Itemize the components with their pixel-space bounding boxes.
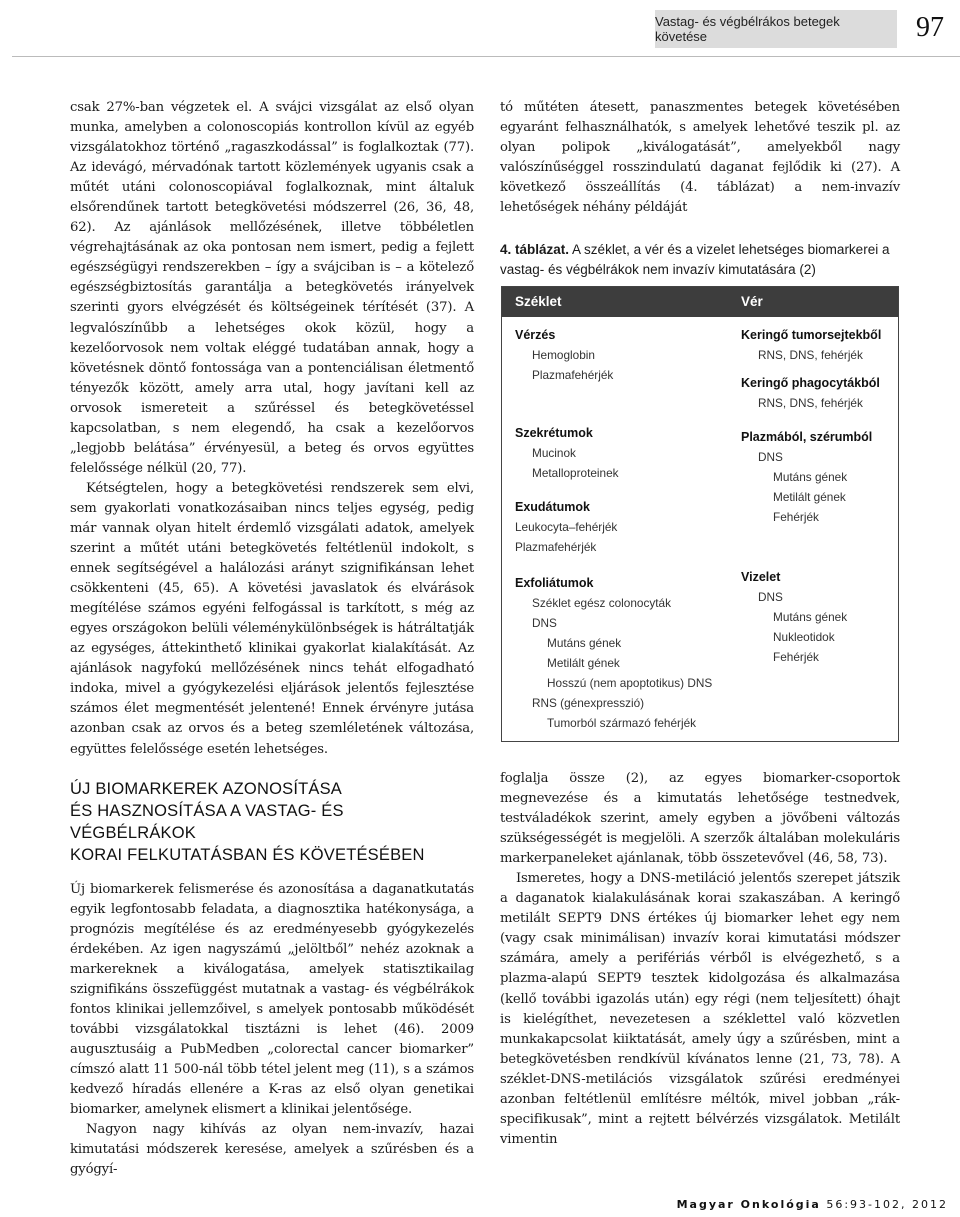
table-item: Tumorból származó fehérjék (547, 716, 697, 730)
table-item: Plazmafehérjék (532, 368, 614, 382)
table-group-title: Keringő phagocytákból (741, 376, 880, 390)
left-paragraph-2: Kétségtelen, hogy a betegkövetési rendszerek sem elvi, sem gyakorlati vonatkozásaiban nincs teljes egység, pedig már vannak olyan hitelt érdemlő vizsgálati adatok, amelyek szerint a műtét utáni betegkövetés feltétlenül indokolt, s ennek segítségével a halálozási arányt szignifikánsan lehet csökkenteni (45, 65). A követési javaslatok és elvárások megítélése számos egyéni felfogással is tarkított, s még az egyes országokon belüli véleménykülönbségek is hátráltatják az egységes, áttekinthető klinikai gyakorlat kialakítását. Az ajánlások nagyfokú mellőzésének nincs tehát elfogadható indoka, mivel a gyógykezelési eljárások jelentős fejlesztése számos élet megmentését jelentené! Ennek érvényre jutása azonban csak az orvos és a beteg szemléletének változása, együttes felelőssége esetén lehetséges. (70, 480, 474, 757)
table-group-title: Szekrétumok (515, 426, 593, 440)
running-title-text: Vastag- és végbélrákos betegek követése (655, 14, 840, 44)
table-header-szeklet: Széklet (515, 294, 562, 309)
table-group (741, 427, 896, 527)
journal-name: Magyar Onkológia (676, 1198, 821, 1211)
right-column-top (500, 98, 900, 294)
table-item: Mutáns gének (773, 610, 848, 624)
table-item: Hemoglobin (532, 348, 595, 362)
table-item: RNS (génexpresszió) (532, 696, 645, 710)
table-column-ver (741, 325, 896, 681)
table-group (515, 573, 730, 733)
table-item: Nukleotidok (773, 630, 835, 644)
table-item: Metilált gének (547, 656, 620, 670)
table-item: RNS, DNS, fehérjék (758, 348, 863, 362)
running-title (655, 10, 897, 48)
journal-footer (677, 1198, 948, 1211)
table-group-title: Vérzés (515, 328, 556, 342)
table-item: Fehérjék (773, 650, 819, 664)
table-item: DNS (758, 590, 783, 604)
table-item: Hosszú (nem apoptotikus) DNS (547, 676, 713, 690)
table-column-szeklet (515, 325, 730, 747)
section-title (70, 778, 474, 866)
table-header-ver: Vér (741, 294, 763, 309)
table-group-title: Plazmából, szérumból (741, 430, 873, 444)
table-item: Mucinok (532, 446, 576, 460)
section-title-line-3: KORAI FELKUTATÁSBAN ÉS KÖVETÉSÉBEN (70, 845, 425, 864)
table-group-title: Exfoliátumok (515, 576, 594, 590)
left-paragraph-4: Nagyon nagy kihívás az olyan nem-invazív, hazai kimutatási módszerek keresése, amelyek a szűrésben és a gyógyí- (70, 1122, 474, 1178)
section-title-line-2: ÉS HASZNOSÍTÁSA A VASTAG- ÉS VÉGBÉLRÁKOK (70, 801, 344, 842)
table-caption-text: A széklet, a vér és a vizelet lehetséges biomarkerei a vastag- és végbélrákok nem invazív kimutatására (2) (500, 242, 890, 278)
right-paragraph-3: Ismeretes, hogy a DNS-metiláció jelentős szerepet játszik a daganatok kialakulásának korai szakaszában. A keringő metilált SEPT9 DNS értékes új biomarker lehet egy nem (vagy csak minimálisan) invazív korai kimutatási módszer számára, amely a perifériás vérből is elvégezhető, s a plazma-alapú SEPT9 tesztek kidolgozása és alkalmazása (kellő további igazolás után) egy régi (nem teljesített) óhajt is kielégíthet, nevezetesen a széklettel való közvetlen munkakapcsolat kiiktatását, amely úgy a szűrésben, mint a betegkövetésben rendkívül kívánatos lenne (21, 73, 78). A széklet-DNS-metilációs vizsgálatok szűrési eredményei azonban feltétlenül említésre méltók, mivel jobban „rák-specifikusak”, mint a rejtett bélvérzés vizsgálatok. Metilált vimentin (500, 871, 900, 1147)
right-paragraph-2: foglalja össze (2), az egyes biomarker-csoportok megnevezése és a kimutatás lehetősége testnedvek, testváladékok szerint, amely egyben a jövőbeni változás szükségességét is megjelöli. A szerzők általában molekuláris markerpaneleket ajánlanak, több összetevővel (46, 58, 73). (500, 771, 900, 867)
table-caption (500, 240, 900, 280)
right-paragraph-1: tó műtéten átesett, panaszmentes betegek követésében egyaránt felhasználhatók, s amelyek lehetővé teszik pl. az olyan polipok „kiválogatását”, amelyekből nagy valószínűséggel rosszindulatú daganat fejlődik ki (27). A következő összeállítás (4. táblázat) a nem-invazív lehetőségek néhány példáját (500, 100, 900, 216)
table-item: DNS (758, 450, 783, 464)
table-item: DNS (532, 616, 557, 630)
table-item: Mutáns gének (773, 470, 848, 484)
header-rule (12, 56, 960, 57)
table-group-title: Keringő tumorsejtekből (741, 328, 882, 342)
left-paragraph-3: Új biomarkerek felismerése és azonosítása a daganatkutatás egyik legfontosabb feladata, a diagnosztika hatékonysága, a prognózis megítélése és az eredményesebb gyógykezelés érdekében. Az igen nagyszámú „jelöltből” nehéz azoknak a markereknek a kiválogatása, amelyek statisztikailag szignifikáns összefüggést mutatnak a vastag- és végbélrákok fontos klinikai jellemzőivel, s amelyek pontosabb működését további vizsgálatokkal tisztázni is lehet (46). 2009 augusztusáig a PubMedben „colorectal cancer biomarker” címszó alatt 11 500-nál több tétel jelent meg (11), s a számos kedvező híradás ellenére a K-ras az első olyan genetikai biomarker, amelynek elismert a klinikai jelentősége. (70, 881, 474, 1118)
table-group (515, 497, 730, 557)
table-group (515, 423, 730, 483)
table-item: RNS, DNS, fehérjék (758, 396, 863, 410)
table-caption-label: 4. táblázat. (500, 242, 570, 258)
table-group (515, 325, 730, 385)
table-item: Leukocyta–fehérjék (515, 520, 618, 534)
table-item: Metilált gének (773, 490, 846, 504)
left-column (70, 98, 474, 1180)
right-column-bottom (500, 769, 900, 1150)
table-header-row (502, 287, 898, 317)
table-group (741, 567, 896, 667)
table-item: Széklet egész colonocyták (532, 596, 672, 610)
biomarker-table (501, 286, 899, 742)
table-item: Plazmafehérjék (515, 540, 597, 554)
section-title-line-1: ÚJ BIOMARKEREK AZONOSÍTÁSA (70, 779, 343, 798)
page-number: 97 (916, 12, 944, 43)
left-paragraph-1: csak 27%-ban végzetek el. A svájci vizsgálat az első olyan munka, amelyben a colonoscopiás kontrollon kívül az egyéb vizsgálatokhoz történő „ragaszkodással” is foglalkoztak (77). Az idevágó, mérvadónak tartott közlemények ugyanis csak a műtét utáni colonoscopiával foglalkoznak, mint általuk elsőrendűnek tartott betegkövetési módszerrel (26, 36, 48, 62). Az ajánlások mellőzésének, illetve többéletlen végrehajtásának az oka pontosan nem ismert, pedig a fejlett egészségügyi rendszerekben – így a svájciban is – a kötelező egészségbiztosítás garantálja a betegkövetés irányelvek szerinti gyors elvégzését és költségeinek térítését (37). A legvalószínűbb a lehetséges okok közül, hogy a kezelőorvosok nem voltak eléggé tudatában annak, hogy a követésnek döntő fontossága van a pontenciálisan életmentő tényezők között, amely arra utal, hogy javítani kell az orvosok ismereteit a szűréssel és betegkövetéssel kapcsolatban, s nem elegendő, ha csak a kezelőorvos „legjobb belátása” érvényesül, a beteg és orvos együttes felelőssége nélkül (20, 77). (70, 100, 474, 476)
table-item: Mutáns gének (547, 636, 622, 650)
table-item: Metalloproteinek (532, 466, 619, 480)
table-group (741, 373, 896, 413)
table-item: Fehérjék (773, 510, 819, 524)
table-group-title: Vizelet (741, 570, 781, 584)
table-group-title: Exudátumok (515, 500, 591, 514)
journal-citation: 56:93-102, 2012 (826, 1198, 948, 1211)
table-group (741, 325, 896, 365)
